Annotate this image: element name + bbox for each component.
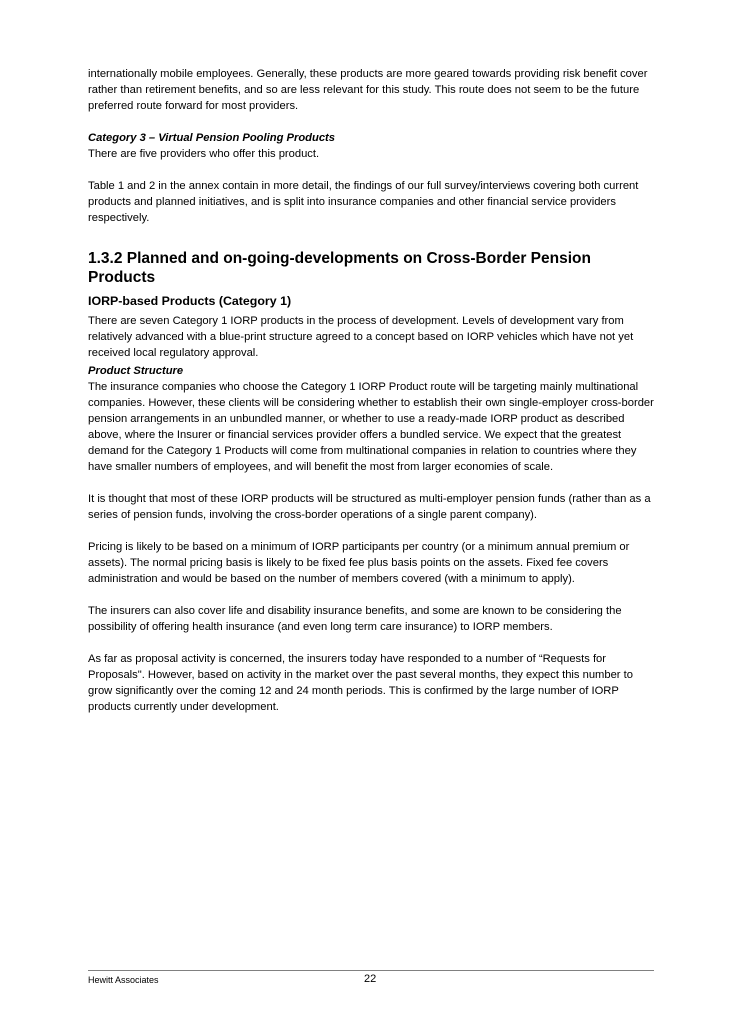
category3-heading: Category 3 – Virtual Pension Pooling Products [88, 132, 335, 144]
product-structure-heading: Product Structure [88, 365, 184, 377]
subsection-heading: IORP-based Products (Category 1) [88, 294, 292, 308]
product-structure-paragraph: The insurance companies who choose the Category 1 IORP Product route will be targeting mainly multinational companies. However, these clients will be considering whether to establish their own single-employer cross-border pension arrangements in an unbundled manner, or whether to use a ready-made IORP product as described above, where the Insurer or financial services provider offers a bundled service. We expect that the greatest demand for the Category 1 Products will come from multinational companies in relation to countries where they have smaller numbers of employees, and will benefit the most from larger economies of scale. [88, 381, 654, 473]
insurance-paragraph: The insurers can also cover life and disability insurance benefits, and some are known to be considering the possibility of offering health insurance (and even long term care insurance) to IORP members. [88, 605, 622, 633]
proposal-paragraph: As far as proposal activity is concerned, the insurers today have responded to a number of “Requests for Proposals". However, based on activity in the market over the past several months, they expect this number to grow significantly over the coming 12 and 24 month periods. This is confirmed by the large number of IORP products currently under development. [88, 653, 633, 713]
pricing-paragraph: Pricing is likely to be based on a minimum of IORP participants per country (or a minimum annual premium or assets). The normal pricing basis is likely to be fixed fee plus basis points on the assets. Fixed fee covers administration and would be based on the number of members covered (with a minimum to apply). [88, 541, 630, 585]
footer-divider [88, 970, 654, 971]
footer-page-number: 22 [364, 973, 377, 985]
document-page [88, 66, 654, 715]
development-paragraph: There are seven Category 1 IORP products in the process of development. Levels of development vary from relatively advanced with a blue-print structure agreed to a concept based on IORP vehicles which have not yet received local regulatory approval. [88, 315, 634, 359]
tables-paragraph: Table 1 and 2 in the annex contain in more detail, the findings of our full survey/interviews covering both current products and planned initiatives, and is split into insurance companies and other financial service providers respectively. [88, 180, 639, 224]
footer-company: Hewitt Associates [88, 975, 159, 985]
category3-text: There are five providers who offer this product. [88, 148, 320, 160]
section-heading: 1.3.2 Planned and on-going-developments on Cross-Border Pension Products [88, 250, 591, 286]
structure-paragraph: It is thought that most of these IORP products will be structured as multi-employer pension funds (rather than as a series of pension funds, involving the cross-border operations of a single parent company). [88, 493, 651, 521]
intro-paragraph: internationally mobile employees. Generally, these products are more geared towards providing risk benefit cover rather than retirement benefits, and so are less relevant for this study. This route does not seem to be the future preferred route forward for most providers. [88, 68, 648, 112]
